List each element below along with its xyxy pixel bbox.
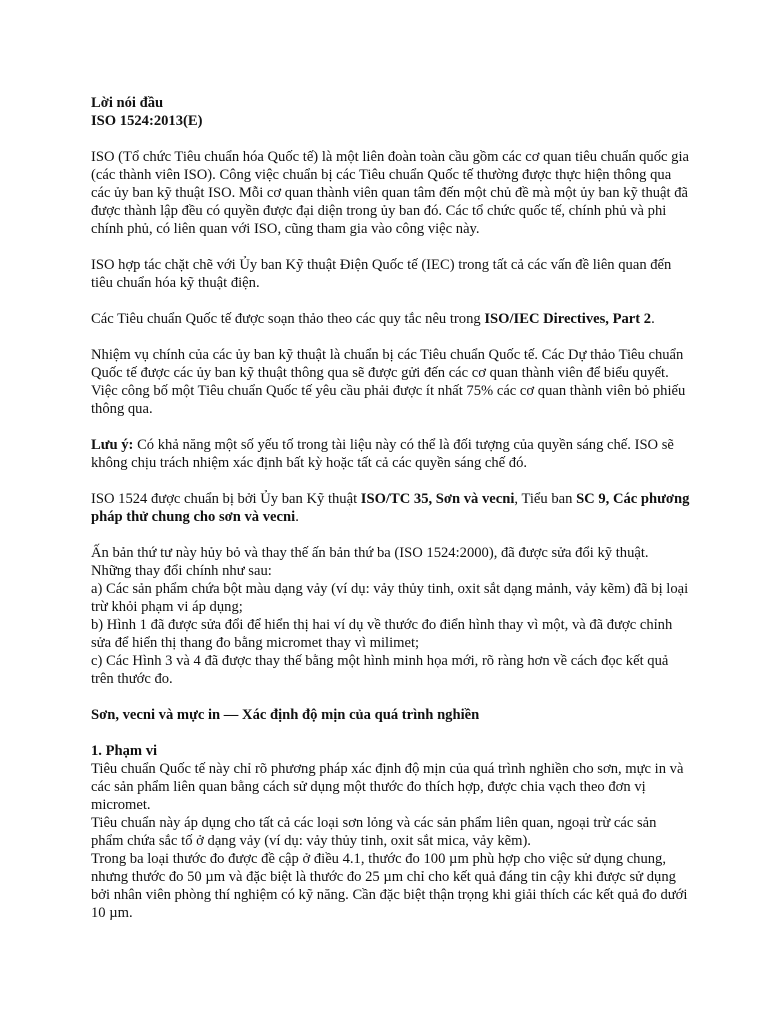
directives-text: Các Tiêu chuẩn Quốc tế được soạn thảo theo các quy tắc nêu trong (91, 311, 485, 327)
prepared-by-text: ISO 1524 được chuẩn bị bởi Ủy ban Kỹ thuật (91, 491, 361, 507)
change-item-c: c) Các Hình 3 và 4 đã được thay thế bằng một hình minh họa mới, rõ ràng hơn về cách đọc kết quả trên thước đo. (91, 653, 669, 687)
scope-paragraph-3: Trong ba loại thước đo được đề cập ở điều 4.1, thước đo 100 µm phù hợp cho việc sử dụng chung, nhưng thước đo 50 µm và đặc biệt là thước đo 25 µm chỉ cho kết quả đáng tin cậy khi được sử dụng bởi nhân viên phòng thí nghiệm có kỹ năng. Cần đặc biệt thận trọng khi giải thích các kết quả đo dưới 10 µm. (91, 851, 688, 921)
prepared-by-end: . (295, 509, 299, 525)
changes-block (91, 544, 691, 688)
directives-reference: ISO/IEC Directives, Part 2 (484, 311, 652, 327)
paragraph-technical-committees: Nhiệm vụ chính của các ủy ban kỹ thuật là chuẩn bị các Tiêu chuẩn Quốc tế. Các Dự thảo Tiêu chuẩn Quốc tế được các ủy ban kỹ thuật thông qua sẽ được gửi đến các cơ quan thành viên để biểu quyết. Việc công bố một Tiêu chuẩn Quốc tế yêu cầu phải được ít nhất 75% các cơ quan thành viên bỏ phiếu thông qua. (91, 347, 686, 417)
foreword-title: Lời nói đầu (91, 95, 164, 111)
foreword-header (91, 94, 691, 130)
paragraph-iso-intro: ISO (Tổ chức Tiêu chuẩn hóa Quốc tế) là một liên đoàn toàn cầu gồm các cơ quan tiêu chuẩn quốc gia (các thành viên ISO). Công việc chuẩn bị các Tiêu chuẩn Quốc tế thường được thực hiện thông qua các ủy ban kỹ thuật ISO. Mỗi cơ quan thành viên quan tâm đến một chủ đề mà một ủy ban kỹ thuật đã được thành lập đều có quyền được đại diện trong ủy ban đó. Các tổ chức quốc tế, chính phủ và phi chính phủ, có liên quan với ISO, cũng tham gia vào công việc này. (91, 149, 689, 237)
scope-paragraph-1: Tiêu chuẩn Quốc tế này chỉ rõ phương pháp xác định độ mịn của quá trình nghiền cho sơn, mực in và các sản phẩm liên quan bằng cách sử dụng một thước đo thích hợp, được chia vạch theo đơn vị micromet. (91, 761, 684, 813)
subcommittee-name: SC 9, Các phương pháp thử chung cho sơn và vecni (91, 491, 690, 525)
note-text: Có khả năng một số yếu tố trong tài liệu này có thể là đối tượng của quyền sáng chế. ISO sẽ không chịu trách nhiệm xác định bất kỳ hoặc tất cả các quyền sáng chế đó. (91, 437, 674, 471)
note-label: Lưu ý: (91, 437, 134, 453)
committee-name: ISO/TC 35, Sơn và vecni (360, 491, 515, 507)
standard-number: ISO 1524:2013(E) (91, 113, 203, 129)
scope-heading: 1. Phạm vi (91, 743, 158, 759)
change-item-b: b) Hình 1 đã được sửa đổi để hiển thị hai ví dụ về thước đo điển hình thay vì một, và đã được chỉnh sửa để hiển thị thang đo bằng micromet thay vì milimet; (91, 617, 673, 651)
directives-end: . (651, 311, 655, 327)
changes-intro: Ấn bản thứ tư này hủy bỏ và thay thế ấn bản thứ ba (ISO 1524:2000), đã được sửa đổi kỹ thuật. Những thay đổi chính như sau: (91, 545, 649, 579)
paragraph-iec-collaboration: ISO hợp tác chặt chẽ với Ủy ban Kỹ thuật Điện Quốc tế (IEC) trong tất cả các vấn đề liên quan đến tiêu chuẩn hóa kỹ thuật điện. (91, 257, 672, 291)
prepared-by-mid: , Tiểu ban (514, 491, 577, 507)
change-item-a: a) Các sản phẩm chứa bột màu dạng vảy (ví dụ: vảy thủy tinh, oxit sắt dạng mảnh, vảy kẽm) đã bị loại trừ khỏi phạm vi áp dụng; (91, 581, 689, 615)
document-page (91, 94, 691, 922)
scope-paragraph-2: Tiêu chuẩn này áp dụng cho tất cả các loại sơn lỏng và các sản phẩm liên quan, ngoại trừ các sản phẩm chứa sắc tố ở dạng vảy (ví dụ: vảy thủy tinh, oxit sắt mica, vảy kẽm). (91, 815, 657, 849)
paragraph-prepared-by (91, 490, 691, 526)
document-title: Sơn, vecni và mực in — Xác định độ mịn của quá trình nghiền (91, 707, 480, 723)
scope-section (91, 742, 691, 922)
paragraph-directives (91, 310, 691, 328)
paragraph-patent-note (91, 436, 691, 472)
